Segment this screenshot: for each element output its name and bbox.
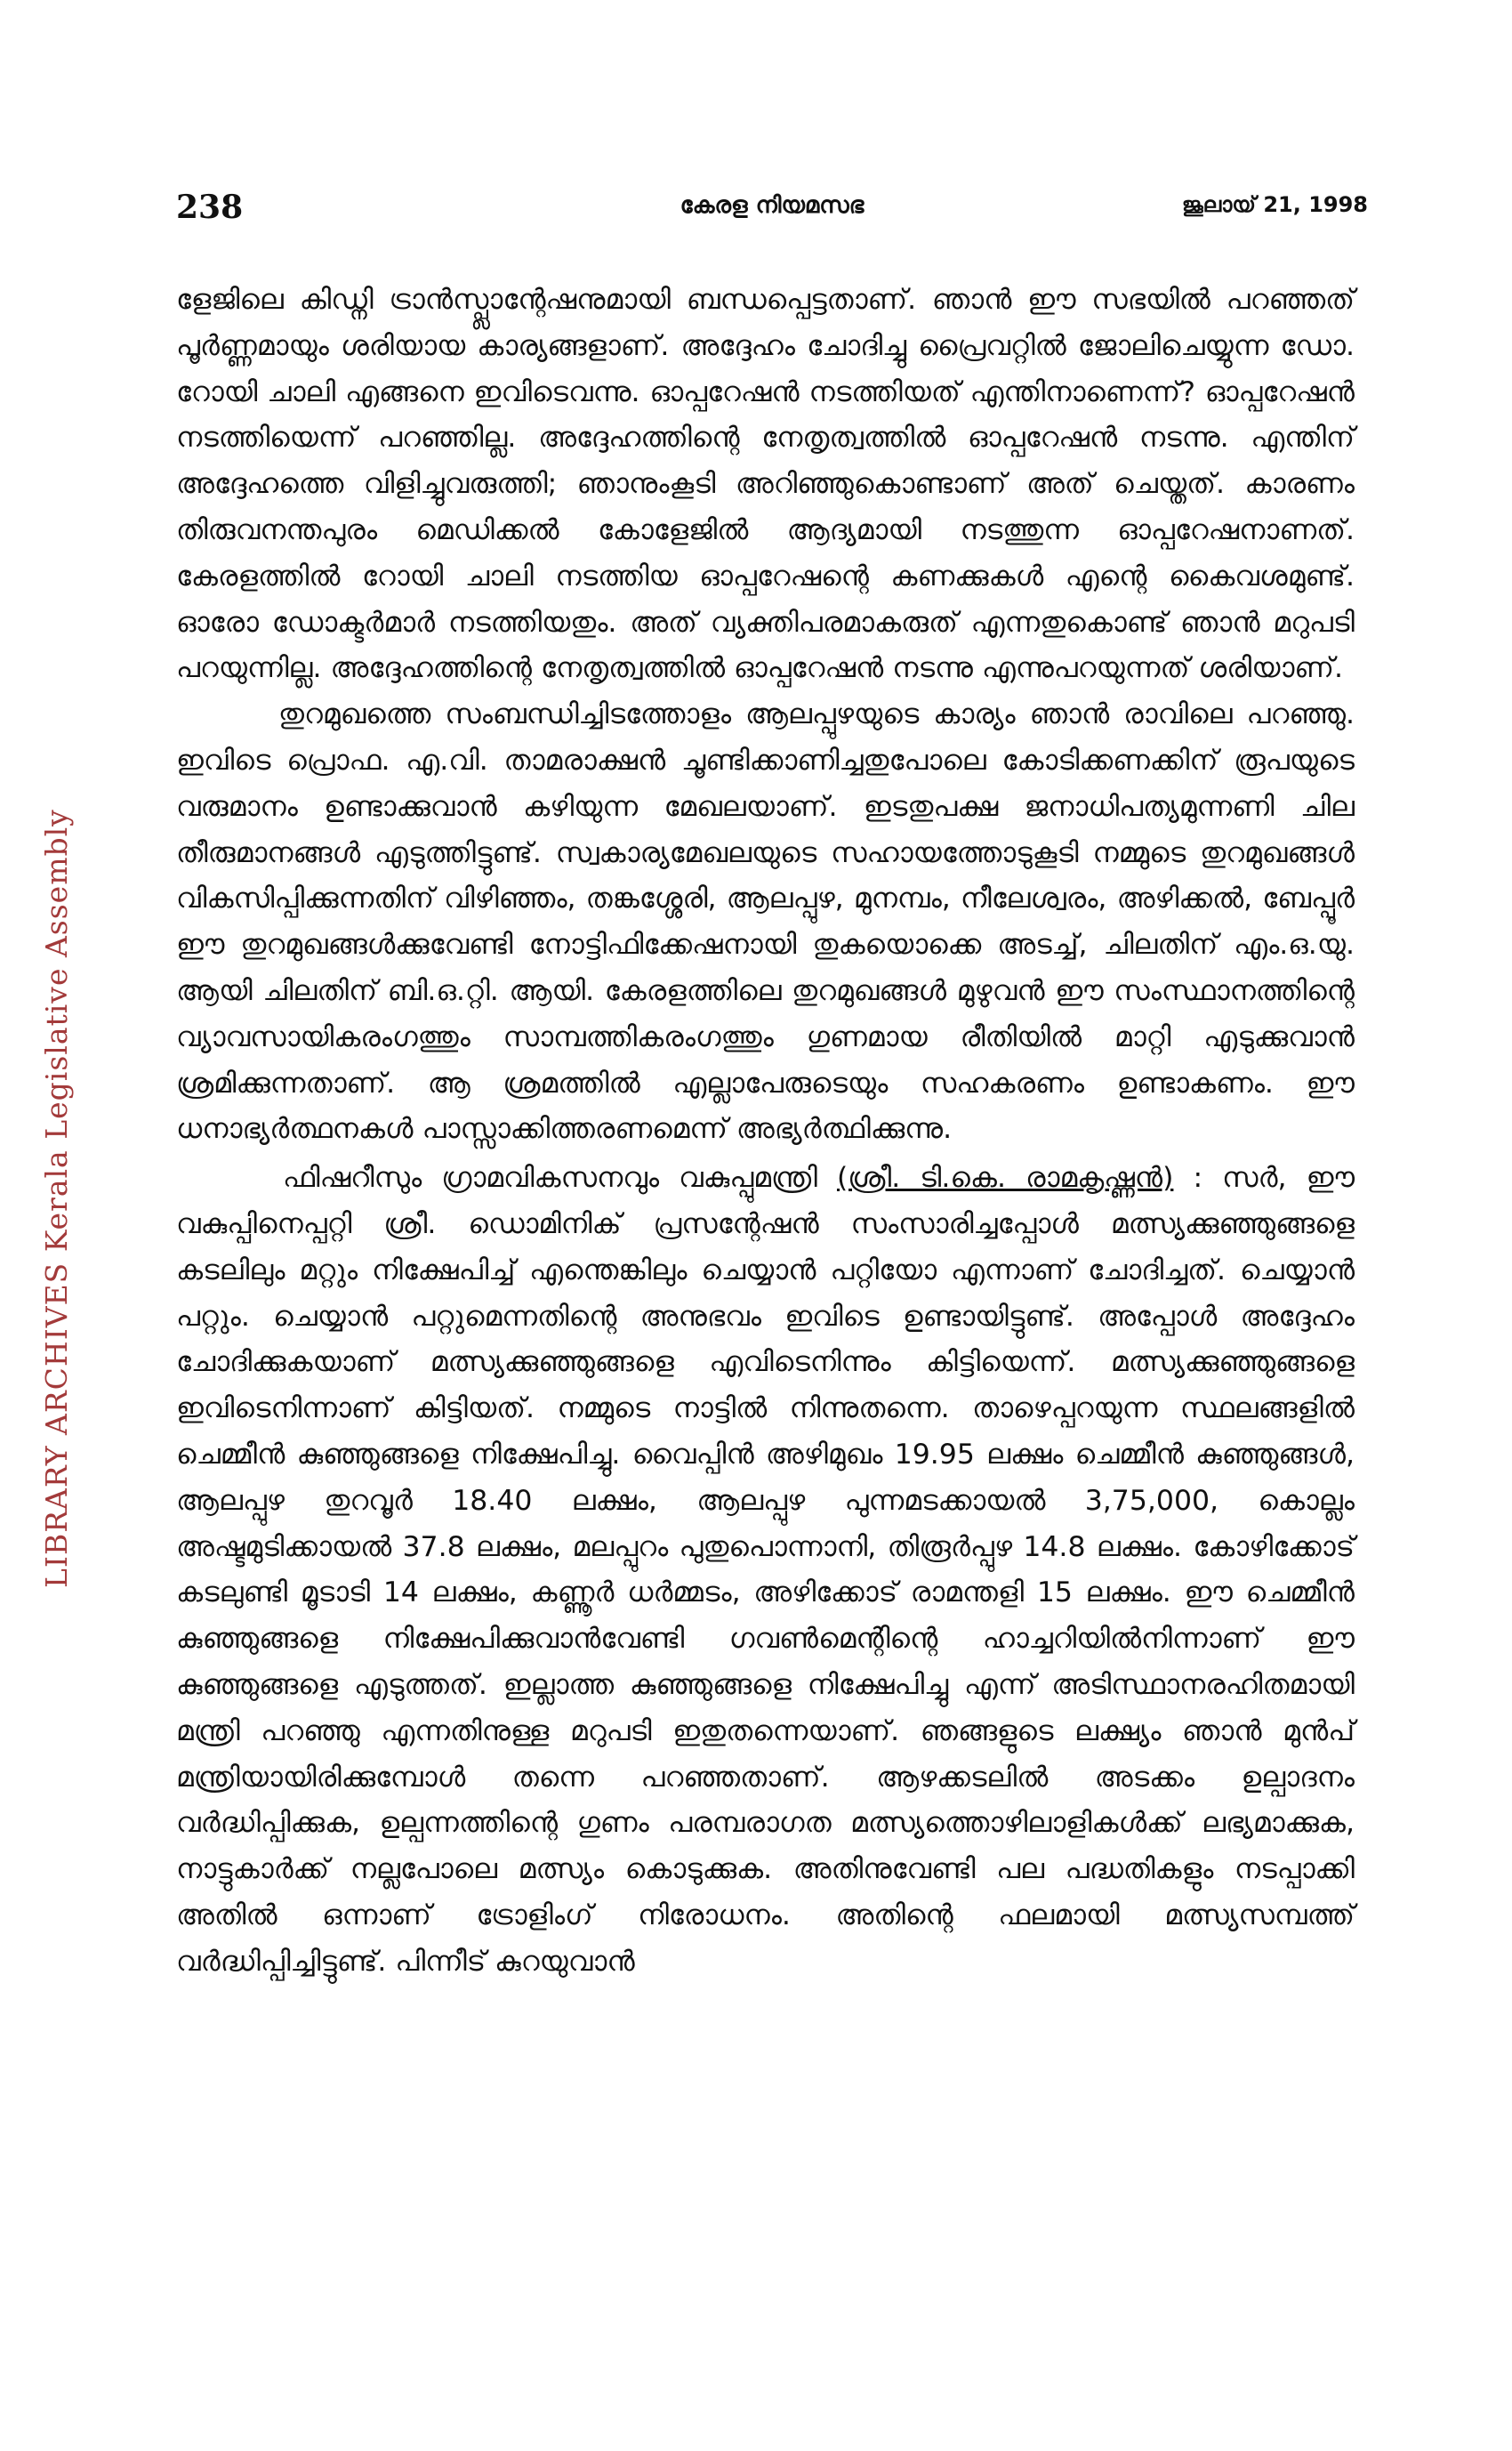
header-date: ജൂലായ് 21, 1998 — [1181, 192, 1368, 217]
speaker-intro: ഫിഷറീസും ഗ്രാമവികസനവും വകുപ്പുമന്ത്രി — [283, 1162, 837, 1195]
paragraph: ളേജിലെ കിഡ്നി ട്രാൻസ്പ്ലാന്റേഷനുമായി ബന്ധപ്പെട്ടതാണ്. ഞാൻ ഈ സഭയിൽ പറഞ്ഞത് പൂർണ്ണമായും ശരിയായ കാര്യങ്ങളാണ്. അദ്ദേഹം ചോദിച്ചു പ്രൈവറ്റിൽ ജോലിചെയ്യുന്ന ഡോ. റോയി ചാലി എങ്ങനെ ഇവിടെവന്നു. ഓപ്പറേഷൻ നടത്തിയത് എന്തിനാണെന്ന്? ഓപ്പറേഷൻ നടത്തിയെന്ന് പറഞ്ഞില്ല. അദ്ദേഹത്തിന്റെ നേതൃത്വത്തിൽ ഓപ്പറേഷൻ നടന്നു. എന്തിന് അദ്ദേഹത്തെ വിളിച്ചുവരുത്തി; ഞാനുംകൂടി അറിഞ്ഞുകൊണ്ടാണ് അത് ചെയ്തത്. കാരണം തിരുവനന്തപുരം മെഡിക്കൽ കോളേജിൽ ആദ്യമായി നടത്തുന്ന ഓപ്പറേഷനാണത്. കേരളത്തിൽ റോയി ചാലി നടത്തിയ ഓപ്പറേഷന്റെ കണക്കുകൾ എന്റെ കൈവശമുണ്ട്. ഓരോ ഡോക്ടർമാർ നടത്തിയതും. അത് വ്യക്തിപരമാകരുത് എന്നതുകൊണ്ട് ഞാൻ മറുപടി പറയുന്നില്ല. അദ്ദേഹത്തിന്റെ നേതൃത്വത്തിൽ ഓപ്പറേഷൻ നടന്നു എന്നുപറയുന്നത് ശരിയാണ്. — [176, 284, 1355, 685]
speaker-name: (ശ്രീ. ടി.കെ. രാമകൃഷ്ണൻ) — [836, 1162, 1174, 1195]
page-number: 238 — [176, 189, 244, 226]
journal-title: കേരള നിയമസഭ — [680, 192, 865, 219]
paragraph: തുറമുഖത്തെ സംബന്ധിച്ചിടത്തോളം ആലപ്പുഴയുടെ കാര്യം ഞാൻ രാവിലെ പറഞ്ഞു. ഇവിടെ പ്രൊഫ. എ.വി. താമരാക്ഷൻ ചൂണ്ടിക്കാണിച്ചതുപോലെ കോടിക്കണക്കിന് രൂപയുടെ വരുമാനം ഉണ്ടാക്കുവാൻ കഴിയുന്ന മേഖലയാണ്. ഇടതുപക്ഷ ജനാധിപത്യമുന്നണി ചില തീരുമാനങ്ങൾ എടുത്തിട്ടുണ്ട്. സ്വകാര്യമേഖലയുടെ സഹായത്തോടുകൂടി നമ്മുടെ തുറമുഖങ്ങൾ വികസിപ്പിക്കുന്നതിന് വിഴിഞ്ഞം, തങ്കശ്ശേരി, ആലപ്പുഴ, മുനമ്പം, നീലേശ്വരം, അഴിക്കൽ, ബേപ്പൂർ ഈ തുറമുഖങ്ങൾക്കുവേണ്ടി നോട്ടിഫിക്കേഷനായി തുകയൊക്കെ അടച്ച്, ചിലതിന് എം.ഒ.യു. ആയി ചിലതിന് ബി.ഒ.റ്റി. ആയി. കേരളത്തിലെ തുറമുഖങ്ങൾ മുഴുവൻ ഈ സംസ്ഥാനത്തിന്റെ വ്യാവസായികരംഗത്തും സാമ്പത്തികരംഗത്തും ഗുണമായ രീതിയിൽ മാറ്റി എടുക്കുവാൻ ശ്രമിക്കുന്നതാണ്. ആ ശ്രമത്തിൽ എല്ലാപേരുടെയും സഹകരണം ഉണ്ടാകണം. ഈ ധനാഭ്യർത്ഥനകൾ പാസ്സാക്കിത്തരണമെന്ന് അഭ്യർത്ഥിക്കുന്നു. — [176, 698, 1355, 1146]
page-header — [176, 189, 1368, 233]
speaker-paragraph — [176, 1156, 1355, 1985]
body-text — [176, 278, 1355, 1985]
speech-text: : സർ, ഈ വകുപ്പിനെപ്പറ്റി ശ്രീ. ഡൊമിനിക് പ്രസന്റേഷൻ സംസാരിച്ചപ്പോൾ മത്സ്യക്കുഞ്ഞുങ്ങളെ കടലിലും മറ്റും നിക്ഷേപിച്ച് എന്തെങ്കിലും ചെയ്യാൻ പറ്റിയോ എന്നാണ് ചോദിച്ചത്. ചെയ്യാൻ പറ്റും. ചെയ്യാൻ പറ്റുമെന്നതിന്റെ അനുഭവം ഇവിടെ ഉണ്ടായിട്ടുണ്ട്. അപ്പോൾ അദ്ദേഹം ചോദിക്കുകയാണ് മത്സ്യക്കുഞ്ഞുങ്ങളെ എവിടെനിന്നും കിട്ടിയെന്ന്. മത്സ്യക്കുഞ്ഞുങ്ങളെ ഇവിടെനിന്നാണ് കിട്ടിയത്. നമ്മുടെ നാട്ടിൽ നിന്നുതന്നെ. താഴെപ്പറയുന്ന സ്ഥലങ്ങളിൽ ചെമ്മീൻ കുഞ്ഞുങ്ങളെ നിക്ഷേപിച്ചു. വൈപ്പിൻ അഴിമുഖം 19.95 ലക്ഷം ചെമ്മീൻ കുഞ്ഞുങ്ങൾ, ആലപ്പുഴ തുറവൂർ 18.40 ലക്ഷം, ആലപ്പുഴ പുന്നമടക്കായൽ 3,75,000, കൊല്ലം അഷ്ടമുടിക്കായൽ 37.8 ലക്ഷം, മലപ്പുറം പുതുപൊന്നാനി, തിരൂർപ്പുഴ 14.8 ലക്ഷം. കോഴിക്കോട് കടലുണ്ടി മൂടാടി 14 ലക്ഷം, കണ്ണൂർ ധർമ്മടം, അഴിക്കോട് രാമന്തളി 15 ലക്ഷം. ഈ ചെമ്മീൻ കുഞ്ഞുങ്ങളെ നിക്ഷേപിക്കുവാൻവേണ്ടി ഗവൺമെന്റിന്റെ ഹാച്ചറിയിൽനിന്നാണ് ഈ കുഞ്ഞുങ്ങളെ എടുത്തത്. ഇല്ലാത്ത കുഞ്ഞുങ്ങളെ നിക്ഷേപിച്ചു എന്ന് അടിസ്ഥാനരഹിതമായി മന്ത്രി പറഞ്ഞു എന്നതിനുള്ള മറുപടി ഇതുതന്നെയാണ്. ഞങ്ങളുടെ ലക്ഷ്യം ഞാൻ മുൻപ് മന്ത്രിയായിരിക്കുമ്പോൾ തന്നെ പറഞ്ഞതാണ്. ആഴക്കടലിൽ അടക്കം ഉല്പാദനം വർദ്ധിപ്പിക്കുക, ഉല്പന്നത്തിന്റെ ഗുണം പരമ്പരാഗത മത്സ്യത്തൊഴിലാളികൾക്ക് ലഭ്യമാക്കുക, നാട്ടുകാർക്ക് നല്ലപോലെ മത്സ്യം കൊടുക്കുക. അതിനുവേണ്ടി പല പദ്ധതികളും നടപ്പാക്കി അതിൽ ഒന്നാണ് ട്രോളിംഗ് നിരോധനം. അതിന്റെ ഫലമായി മത്സ്യസമ്പത്ത് വർദ്ധിപ്പിച്ചിട്ടുണ്ട്. പിന്നീട് കുറയുവാൻ — [176, 1162, 1355, 1978]
archive-watermark: LIBRARY ARCHIVES Kerala Legislative Assembly — [39, 809, 74, 1588]
